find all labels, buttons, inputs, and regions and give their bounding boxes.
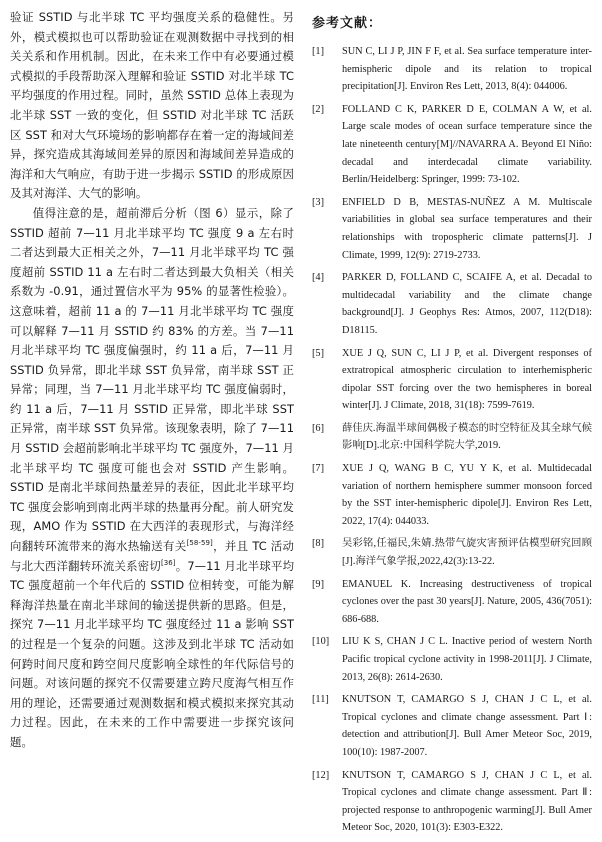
reference-text: XUE J Q, SUN C, LI J P, et al. Divergent responses of extratropical atmospheric circulation to interhemispheric dipolar SST forcing over the two hemispheres in boreal winter[J]. J Climate, 2018, 31(18): 7599-7619. (342, 347, 592, 412)
reference-number: [12] (312, 769, 330, 781)
reference-number: [7] (312, 463, 325, 475)
reference-item (312, 576, 592, 629)
reference-item (312, 767, 592, 837)
reference-item (312, 43, 592, 96)
reference-text: KNUTSON T, CAMARGO S J, CHAN J C L, et al. Tropical cyclones and climate change assessment. Part Ⅰ: detection and attribution[J]. Bull Amer Meteor Soc, 2019, 100(10): 1987-2007. (342, 694, 592, 758)
paragraph-2-text-a: 值得注意的是，超前滞后分析（图 6）显示，除了 SSTID 超前 7—11 月北半球平均 TC 强度 9 a 左右时二者达到最大正相关之外，7—11 月北半球平均 TC 强度超前 SSTID 11 a 左右时二者达到最大负相关（相关系数为 -0.91，通过置信水平为 95% 的显著性检验）。这意味着，超前 11 a 的 7—11 月北半球平均 TC 强度可以解释 7—11 月 SSTID 约 83% 的方差。当 7—11 月北半球平均 TC 强度偏强时，约 11 a 后，7—11 月 SSTID 负异常，即北半球 SST 负异常，南半球 SST 正异常；同理，当 7—11 月北半球平均 TC 强度偏弱时，约 11 a 后，7—11 月 SSTID 正异常，即北半球 SST 正异常，南半球 SST 负异常。该现象表明，除了 7—11 月 SSTID 会超前影响北半球平均 TC 强度外，7—11 月北半球平均 TC 强度可能也会对 SSTID 产生影响。SSTID 是南北半球间热量差异的表征，因此北半球平均 TC 强度会影响到南北两半球的热量再分配。前人研究发现，AMO 作为 SSTID 在大西洋的表现形式，与海洋经向翻转环流带来的海水热输送有关 (10, 205, 294, 554)
reference-text: XUE J Q, WANG B C, YU Y K, et al. Multidecadal variation of northern hemisphere summer monsoon forced by the SST inter-hemispheric dipole[J]. Environ Res Lett, 2022, 17(4): 044033. (342, 463, 592, 527)
citation-36: [36] (160, 558, 176, 567)
paragraph-2-text-c: 。7—11 月北半球平均 TC 强度超前一个年代后的 SSTID 位相转变，可能为解释海洋热量在南北半球间的输送提供新的思路。但是，探究 7—11 月北半球平均 TC 强度经过 11 a 影响 SST 的过程是一个复杂的问题。这涉及到北半球 TC 活动如何跨时间尺度和跨空间尺度影响全球性的年代际信号的问题。对该问题的探究不仅需要建立跨尺度海气相互作用的理论，还需要通过观测数据和模式模拟来探究其动力过程。因此，在未来的工作中需要进一步探究该问题。 (10, 558, 295, 749)
reference-number: [8] (312, 538, 325, 550)
reference-item (312, 691, 592, 761)
reference-text: LIU K S, CHAN J C L. Inactive period of western North Pacific tropical cyclone activity in 1998-2011[J]. J Climate, 2013, 26(8): 2614-2630. (342, 636, 592, 683)
reference-text: ENFIELD D B, MESTAS-NUÑEZ A M. Multiscale variabilities in global sea surface temperatures and their relationships with tropospheric climate patterns[J]. J Climate, 1999, 12(9): 2719-2733. (342, 196, 592, 261)
reference-number: [11] (312, 694, 329, 706)
reference-text: EMANUEL K. Increasing destructiveness of tropical cyclones over the past 30 years[J]. Nature, 2005, 436(7051): 686-688. (342, 578, 592, 625)
reference-text: 薛佳庆.海温半球间偶极子模态的时空特征及其全球气候影响[D].北京:中国科学院大学,2019. (342, 422, 592, 452)
body-text-column (10, 8, 294, 753)
paragraph-1: 验证 SSTID 与北半球 TC 平均强度关系的稳健性。另外，模式模拟也可以帮助验证在观测数据中寻找到的相关关系和作用机制。因此，在未来工作中有必要通过模式模拟的手段帮助深入理解和验证 SSTID 对北半球 TC 平均强度的作用过程。同时，虽然 SSTID 总体上表现为北半球 SST 一致的变化，但 SSTID 对北半球 TC 活跃区 SST 和对大气环境场的影响都存在着一定的海域间差异，探究造成其海域间差异的原因和海域间差异造成的海洋和大气响应，有助于进一步揭示 SSTID 的形成原因及其对海洋、大气的影响。 (10, 10, 294, 201)
citation-58-59: [58-59] (186, 539, 213, 548)
reference-item (312, 535, 592, 570)
paragraph-2 (10, 204, 294, 753)
reference-item (312, 633, 592, 686)
reference-text: SUN C, LI J P, JIN F F, et al. Sea surface temperature inter-hemispheric dipole and its relation to tropical precipitation[J]. Environ Res Lett, 2013, 8(4): 044006. (342, 46, 592, 93)
reference-number: [10] (312, 636, 330, 648)
paragraph-2-text-b: ，并且 TC 活动与北大西洋翻转环流关系密切 (10, 539, 294, 573)
reference-number: [4] (312, 272, 325, 284)
reference-list (312, 43, 592, 837)
references-heading: 参考文献： (312, 16, 383, 31)
reference-text: 吴彩铭,任福民,朱婧.热带气旋灾害预评估模型研究回顾[J].海洋气象学报,2022,42(3):13-22. (342, 538, 592, 568)
reference-number: [5] (312, 347, 325, 359)
reference-item (312, 420, 592, 455)
reference-item (312, 101, 592, 189)
reference-number: [3] (312, 196, 325, 208)
reference-item (312, 269, 592, 339)
reference-number: [2] (312, 103, 325, 115)
reference-item (312, 194, 592, 264)
reference-text: PARKER D, FOLLAND C, SCAIFE A, et al. Decadal to multidecadal variability and the climate change background[J]. J Geophys Res: Atmos, 2007, 112(D18): D18115. (342, 272, 592, 336)
reference-text: KNUTSON T, CAMARGO S J, CHAN J C L, et al. Tropical cyclones and climate change assessment. Part Ⅱ: projected response to anthropogenic warming[J]. Bull Amer Meteor Soc, 2020, 101(3): E303-E322. (342, 769, 592, 834)
reference-number: [1] (312, 46, 325, 57)
reference-number: [6] (312, 422, 325, 434)
reference-item (312, 345, 592, 415)
reference-number: [9] (312, 578, 325, 590)
reference-item (312, 460, 592, 530)
reference-text: FOLLAND C K, PARKER D E, COLMAN A W, et al. Large scale modes of ocean surface temperature since the late nineteenth century[M]//NAVARRA A. Beyond El Niño: decadal and interdecadal climate variability. Berlin/Heidelberg: Springer, 1999: 73-102. (342, 103, 592, 186)
references-column (312, 12, 592, 842)
